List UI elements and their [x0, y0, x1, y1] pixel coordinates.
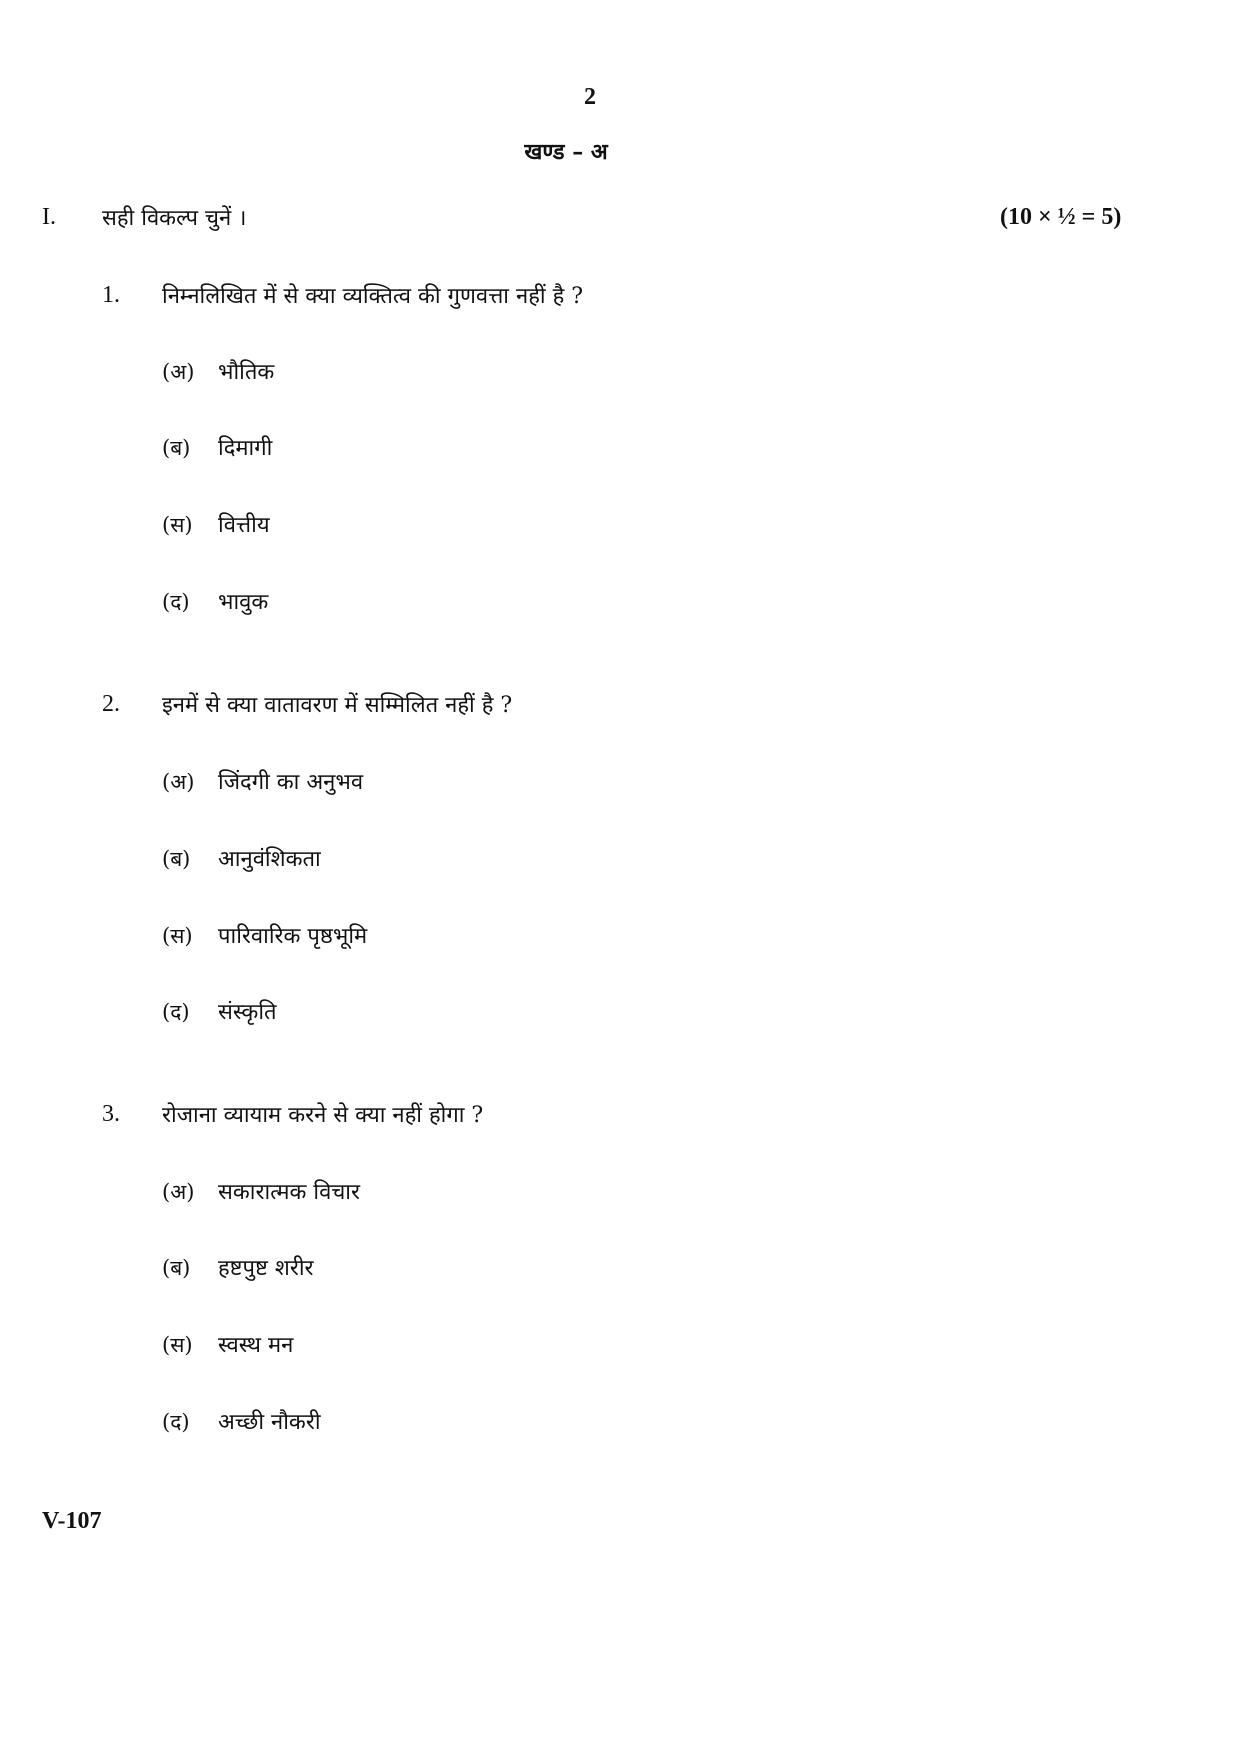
question-2-number: 2. — [102, 691, 120, 717]
question-2-option-c-label: (स) — [162, 924, 193, 948]
section-title: खण्ड – अ — [524, 139, 608, 165]
question-2-option-d-text: संस्कृति — [218, 1000, 277, 1025]
question-1-option-d-text: भावुक — [218, 590, 269, 615]
question-group-number: I. — [42, 204, 56, 230]
question-group-instruction: सही विकल्प चुनें । — [102, 206, 247, 231]
question-3-option-d-text: अच्छी नौकरी — [218, 1410, 321, 1435]
question-1-option-c-text: वित्तीय — [218, 513, 270, 538]
question-1-option-d-label: (द) — [162, 590, 190, 614]
question-3-option-a-text: सकारात्मक विचार — [218, 1180, 360, 1205]
question-3-option-a-label: (अ) — [162, 1180, 195, 1204]
question-1-number: 1. — [102, 282, 120, 308]
question-2-option-b-text: आनुवंशिकता — [218, 847, 321, 872]
page-number: 2 — [584, 84, 596, 110]
question-1-option-a-label: (अ) — [162, 360, 195, 384]
question-2-option-b-label: (ब) — [162, 847, 191, 871]
question-3-option-c-label: (स) — [162, 1333, 193, 1357]
question-group-marks: (10 × ½ = 5) — [1000, 204, 1122, 230]
question-1-option-c-label: (स) — [162, 513, 193, 537]
question-1-option-b-text: दिमागी — [218, 436, 273, 461]
question-2-option-a-label: (अ) — [162, 770, 195, 794]
question-2-option-c-text: पारिवारिक पृष्ठभूमि — [218, 924, 368, 949]
question-1-option-a-text: भौतिक — [218, 360, 275, 385]
question-3-number: 3. — [102, 1101, 120, 1127]
question-3-option-b-text: हष्टपुष्ट शरीर — [218, 1256, 314, 1281]
question-1-option-b-label: (ब) — [162, 436, 191, 460]
question-3-text: रोजाना व्यायाम करने से क्या नहीं होगा ? — [162, 1103, 484, 1128]
question-3-option-c-text: स्वस्थ मन — [218, 1333, 294, 1358]
paper-code: V-107 — [42, 1508, 102, 1534]
question-2-option-d-label: (द) — [162, 1000, 190, 1024]
question-1-text: निम्नलिखित में से क्या व्यक्तित्व की गुणवत्ता नहीं है ? — [162, 284, 584, 309]
question-3-option-d-label: (द) — [162, 1410, 190, 1434]
question-2-text: इनमें से क्या वातावरण में सम्मिलित नहीं है ? — [162, 693, 513, 718]
question-3-option-b-label: (ब) — [162, 1256, 191, 1280]
question-2-option-a-text: जिंदगी का अनुभव — [218, 770, 364, 795]
